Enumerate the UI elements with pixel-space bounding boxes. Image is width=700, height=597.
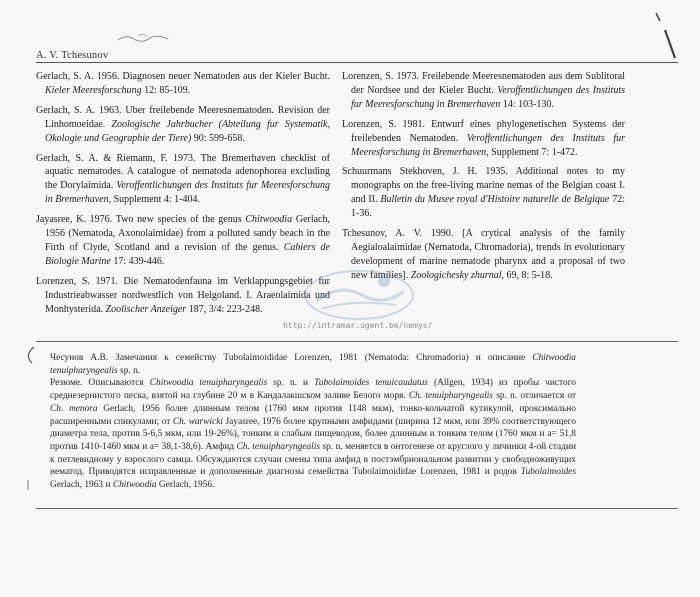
watermark-logo — [300, 265, 418, 323]
italic-text: Veroffentlichungen des Instituts fur Meeresforschung in Bremerhaven, — [45, 180, 330, 206]
header-rule — [36, 62, 678, 63]
text-run: Jayasree, 1976 более крупными амфидами (ширина 12 мкм, или 39% соответствующего диаметра тела, против 5-6,5 мкм, или 19-26%), тонким и слабым пищеводом, более длинным и тонким телом (1760 мкм и a= 51,8 против 1410-1460 мкм и a= 38,1-38,6). Амфид — [50, 416, 576, 452]
reference-author: Jayasree, K. 1976. — [36, 214, 113, 226]
text-run: Supplement 7: 1-472. — [488, 146, 578, 158]
italic-text: Ch. tenuipharyngealis — [408, 391, 494, 402]
reference-author: Lorenzen, S. 1981. — [342, 118, 426, 130]
reference-entry — [342, 165, 625, 221]
text-run: sp. n. отличается от — [493, 391, 577, 402]
italic-text: Veroffentlichungen des Instituts fur Meeresforschung in Bremerhaven — [351, 84, 625, 110]
text-run: Gerlach, 1956 (Nematoda, Axonolaimidae) from a polluted sandy beach in the Firth of Clyde, Scotland and a revision of the genus. — [45, 214, 330, 253]
reference-author: Lorenzen, S. 1973. — [342, 71, 420, 82]
corner-scan-tick — [655, 12, 661, 22]
reference-author: Gerlach, S. A. & Riemann, F. 1973. — [36, 152, 196, 164]
reference-author: Schuurmans Stekhoven, J. H. 1935. — [342, 166, 508, 178]
text-run: Die Nematodenfauna im Verklappungsgebiet fur Industrieabwasser nordwestlich von Helgoland. I. Araeolaimida und Monhysterida. — [45, 275, 330, 315]
italic-text: Cahiers de Biologie Marine — [45, 241, 331, 267]
reference-author: Gerlach, S. A. 1963. — [36, 104, 122, 116]
text-run: Two new species of the genus — [112, 214, 246, 226]
text-run: sp. n. меняется в онтогенезе от круглого у личинки 4-ой стадии к петлевидному у взрослого самца. Обсуждаются случаи смены типа амфид в постэмбриональном развитии у свободноживущих нематод. Приводятся исправленные и дополненные диагнозы семейства Tubolaimoididae Lorenzen, 1981 и родов — [50, 441, 576, 478]
text-run: Gerlach, 1956. — [156, 480, 215, 491]
italic-text: Chitwoodia tenuipharyngealis — [149, 378, 268, 389]
italic-text: Bulletin du Musee royal d'Histoire naturelle de Belgique — [380, 194, 610, 206]
russian-abstract — [50, 352, 576, 492]
text-run: (Allgen, 1934) из пробы чистого среднезернистого песка, взятой на глубине 20 м в Кандалакшском заливе Белого моря. — [50, 378, 576, 402]
text-run: Freilebende Meeresnematoden aus dem Sublitoral der Nordsee und der Kieler Bucht. — [351, 71, 625, 96]
reference-entry — [342, 70, 625, 112]
reference-author: Gerlach, S. A. 1956. — [36, 71, 120, 82]
references-right-column — [342, 70, 625, 289]
italic-text: Zoologichesky zhurnal, — [410, 269, 505, 281]
bottom-rule — [36, 508, 678, 509]
text-run: 17: 439-446. — [110, 255, 165, 267]
margin-scan-arc — [22, 345, 36, 365]
corner-scan-mark — [663, 28, 677, 62]
text-run: 14: 103-130. — [500, 98, 554, 110]
text-run: Diagnosen neuer Nematoden aus der Kieler Bucht. — [119, 71, 330, 82]
abstract-title — [50, 352, 576, 377]
text-run: sp. n. — [117, 365, 141, 376]
text-run: 12: 85-109. — [141, 84, 191, 96]
source-url[interactable]: http://intramar.ugent.be/nemys/ — [283, 321, 433, 330]
text-run: Резюме. Описываются — [50, 378, 150, 389]
running-head: A. V. Tchesunov — [36, 50, 109, 61]
abstract-body — [50, 377, 576, 491]
text-run: Entwurf eines phylogenetischen Systems der freilebenden Nematoden. — [351, 118, 625, 144]
text-run: Uber freilebende Meeresnematoden. Revision der Linhomoeidae. — [45, 104, 330, 130]
reference-author: Tchesunov, A. V. 1990. — [342, 228, 454, 240]
text-run: Supplement 4: 1-404. — [111, 194, 200, 206]
italic-text: Tubolaimoides tenuicaudatus — [314, 378, 428, 389]
italic-text: Ch. tenuipharyngealis — [236, 441, 320, 452]
italic-text: Veroffentlichungen des Instituts fur Meeresforschung in Bremerhaven, — [351, 132, 625, 158]
section-rule — [36, 341, 678, 342]
italic-text: Chitwoodia — [245, 214, 293, 226]
text-run: The Bremerhaven checklist of aquatic nematodes. A catalogue of nematoda adenophorea excluding the Dorylaimida. — [45, 152, 330, 192]
text-run: Чесунов А.В. Замечания к семейству Tubolaimoididae Lorenzen, 1981 (Nematoda: Chromadoria) и описание — [50, 353, 533, 363]
text-run: Gerlach, 1956 более длинным телом (1760 мкм против 1148 мкм), тонко-кольчатой кутикулой, проксимально расширенными спикулами; от — [50, 403, 576, 427]
reference-author: Lorenzen, S. 1971. — [36, 275, 118, 287]
italic-text: Zoolischer Anzeiger — [105, 303, 187, 315]
margin-scan-tick — [26, 480, 30, 490]
italic-text: Ch. menora — [50, 403, 98, 414]
text-run: Gerlach, 1963 и — [50, 480, 113, 491]
references-left-column — [36, 70, 330, 323]
italic-text: Chitwoodia tenuipharyngealis — [50, 353, 576, 376]
italic-text: Zoologische Jahrbucher (Abteilung fur Systematik, Okologie und Geographie der Tiere) — [45, 118, 330, 144]
text-run: 72: 1-36. — [351, 194, 625, 220]
reference-entry — [342, 118, 625, 160]
reference-entry — [36, 104, 330, 146]
italic-text: Chitwoodia — [112, 480, 157, 491]
header-ornament — [116, 30, 170, 46]
text-run: Additional notes to my monographs on the free-living marine nemas of the Belgian coast I. and II. — [351, 166, 625, 206]
reference-entry — [36, 213, 330, 269]
italic-text: Ch. warwicki — [172, 416, 223, 427]
reference-entry — [36, 275, 330, 317]
text-run: sp. n. и — [267, 378, 315, 389]
italic-text: Kieler Meeresforschung — [45, 84, 142, 96]
reference-entry — [36, 152, 330, 208]
text-run: 69, 8: 5-18. — [504, 269, 553, 281]
italic-text: Tubolaimoides — [520, 467, 576, 478]
text-run: [A crytical analysis of the family Aegialoalaimidae (Nematoda, Chromadoria), trends in evolutionary development of marine nematode pharynx and a proposal of two new families]. — [351, 228, 625, 281]
reference-entry — [36, 70, 330, 98]
text-run: 187, 3/4: 223-248. — [186, 303, 263, 315]
text-run: 90: 599-658. — [191, 132, 245, 144]
